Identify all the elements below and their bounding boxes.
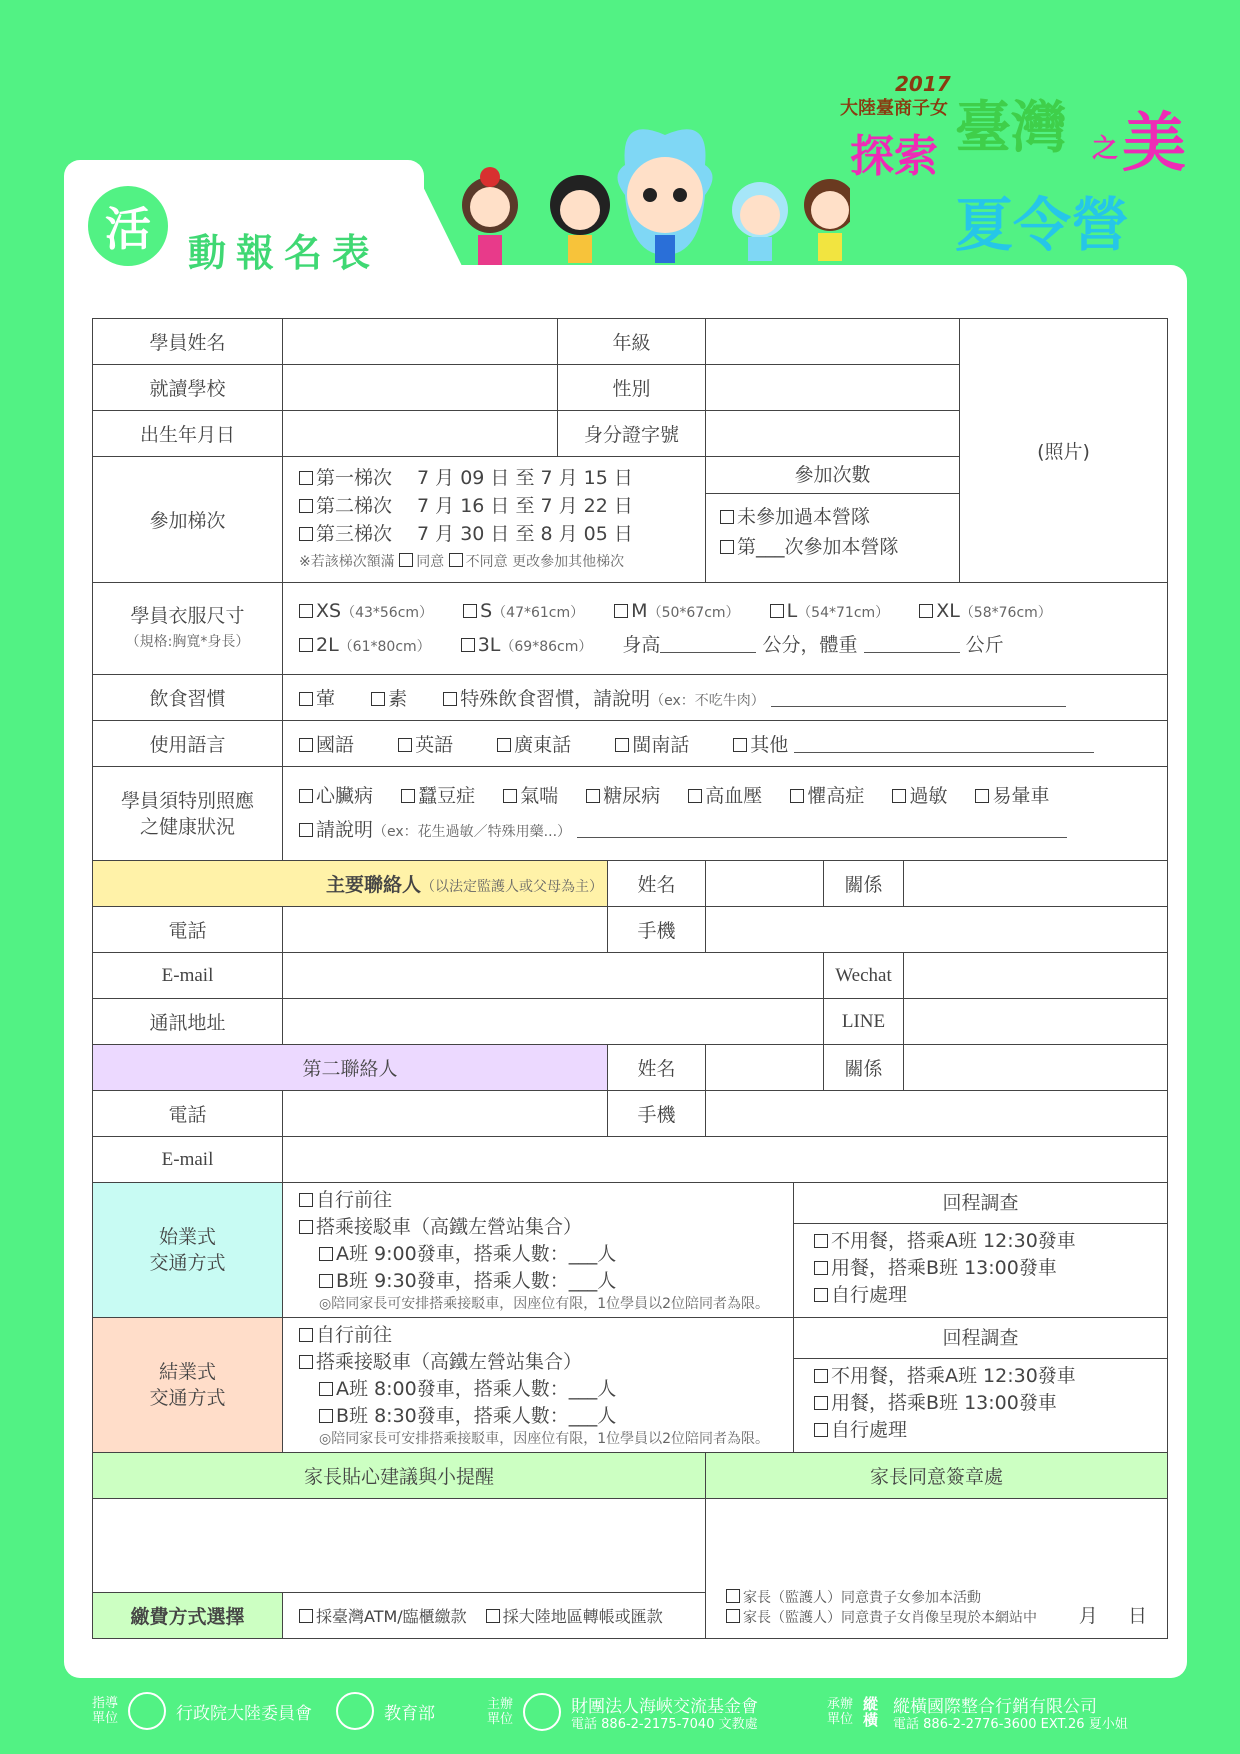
size-xs[interactable]: XS（43*56cm） (299, 600, 433, 622)
health-acrophobia[interactable]: 懼高症 (790, 785, 864, 807)
checkbox-icon[interactable] (814, 1261, 828, 1275)
health-allergy[interactable]: 過敏 (892, 785, 947, 807)
closing-return-opt3[interactable]: 自行處理 (814, 1417, 1147, 1444)
student-name-field[interactable] (283, 319, 558, 365)
checkbox-icon[interactable] (790, 789, 804, 803)
checkbox-icon[interactable] (319, 1409, 333, 1423)
checkbox-icon[interactable] (398, 738, 412, 752)
logo-camp: 夏令營 (955, 191, 1130, 259)
lang-english[interactable]: 英語 (398, 734, 453, 756)
height-field[interactable] (660, 652, 756, 653)
contact2-relation-field[interactable] (904, 1045, 1168, 1091)
address-field[interactable] (283, 999, 824, 1045)
sign-date: 月 日 (1078, 1605, 1148, 1627)
gender-field[interactable] (706, 365, 960, 411)
weight-field[interactable] (864, 652, 960, 653)
logo-beauty: 美 (1122, 107, 1186, 181)
checkbox-icon[interactable] (443, 692, 457, 706)
checkbox-icon[interactable] (299, 1220, 313, 1234)
health-asthma[interactable]: 氣喘 (503, 785, 558, 807)
checkbox-icon[interactable] (299, 1328, 313, 1342)
size-options (283, 583, 1168, 675)
checkbox-icon[interactable] (688, 789, 702, 803)
health-other[interactable]: 請說明 (299, 819, 373, 841)
secondary-contact-header: 第二聯絡人 (93, 1045, 608, 1091)
language-label: 使用語言 (93, 721, 283, 767)
contact1-mobile-field[interactable] (706, 907, 1168, 953)
page-title: 動報名表 (188, 231, 381, 275)
consent-portrait[interactable]: 家長（監護人）同意貴子女肖像呈現於本網站中 (726, 1608, 1037, 1628)
pay-mainland[interactable]: 採大陸地區轉帳或匯款 (486, 1607, 663, 1626)
diet-options: 葷 素 特殊飲食習慣，請說明（ex：不吃牛肉） (283, 675, 1168, 721)
session-note: ※若該梯次額滿 同意 不同意 更改參加其他梯次 (299, 553, 625, 570)
wechat-field[interactable] (904, 953, 1168, 999)
times-cell (706, 457, 960, 583)
org-mac: 行政院大陸委員會 (176, 1703, 313, 1724)
checkbox-icon[interactable] (814, 1396, 828, 1410)
org-moe: 教育部 (384, 1703, 436, 1724)
consent-activity[interactable]: 家長（監護人）同意貴子女參加本活動 (726, 1588, 1037, 1608)
opening-return-opt2[interactable]: 用餐，搭乘B班 13:00發車 (814, 1255, 1147, 1282)
closing-shuttle[interactable]: 搭乘接駁車（高鐵左營站集合） (299, 1349, 777, 1376)
logo-taiwan: 臺灣 (955, 96, 1067, 161)
checkbox-icon[interactable] (299, 499, 313, 513)
school-field[interactable] (283, 365, 558, 411)
size-s[interactable]: S（47*61cm） (463, 600, 584, 622)
closing-transport-label: 結業式 交通方式 (93, 1318, 283, 1453)
contact1-email-label: E-mail (93, 953, 283, 999)
id-number-label: 身分證字號 (558, 411, 706, 457)
language-options (283, 721, 1168, 767)
advice-header: 家長貼心建議與小提醒 (93, 1453, 706, 1499)
times-label: 參加次數 (706, 457, 959, 494)
checkbox-icon[interactable] (299, 1355, 313, 1369)
agree-checkbox[interactable] (399, 553, 413, 567)
closing-self[interactable]: 自行前往 (299, 1322, 777, 1349)
contact2-email-label: E-mail (93, 1137, 283, 1183)
mascot-characters-illustration (450, 95, 850, 270)
birth-field[interactable] (283, 411, 558, 457)
organizer-unit-label: 承辦 單位 (827, 1697, 854, 1727)
checkbox-icon[interactable] (401, 789, 415, 803)
checkbox-icon[interactable] (319, 1247, 333, 1261)
checkbox-icon[interactable] (299, 789, 313, 803)
logo-zhi: 之 (1092, 134, 1119, 164)
opening-shuttle-note: ◎陪同家長可安排搭乘接駁車，因座位有限，1位學員以2位陪同者為限。 (319, 1296, 770, 1312)
checkbox-icon[interactable] (814, 1369, 828, 1383)
closing-return-opt2[interactable]: 用餐，搭乘B班 13:00發車 (814, 1390, 1147, 1417)
opening-shuttle-a[interactable]: A班 9:00發車，搭乘人數：___人 (299, 1241, 777, 1268)
line-label: LINE (824, 999, 904, 1045)
checkbox-icon[interactable] (919, 604, 933, 618)
size-3l[interactable]: 3L（69*86cm） (461, 634, 593, 656)
address-label: 通訊地址 (93, 999, 283, 1045)
checkbox-icon[interactable] (497, 738, 511, 752)
opening-return-opt3[interactable]: 自行處理 (814, 1282, 1147, 1309)
contact2-name-field[interactable] (706, 1045, 824, 1091)
times-option-first[interactable]: 未參加過本營隊 (720, 502, 945, 532)
size-xl[interactable]: XL（58*76cm） (919, 600, 1052, 622)
checkbox-icon[interactable] (299, 823, 313, 837)
checkbox-icon[interactable] (726, 1609, 740, 1623)
opening-return-survey (794, 1183, 1168, 1318)
org-zongheng: 縱橫國際整合行銷有限公司 (893, 1697, 1098, 1717)
opening-shuttle-b[interactable]: B班 9:30發車，搭乘人數：___人 (299, 1268, 777, 1295)
payment-options (283, 1593, 706, 1639)
checkbox-icon[interactable] (975, 789, 989, 803)
camp-logo (830, 70, 1220, 260)
diet-detail-field[interactable] (771, 706, 1066, 707)
grade-label: 年級 (558, 319, 706, 365)
size-l[interactable]: L（54*71cm） (770, 600, 890, 622)
contact1-relation-label: 關係 (824, 861, 904, 907)
contact1-phone-field[interactable] (283, 907, 608, 953)
checkbox-icon[interactable] (814, 1423, 828, 1437)
size-label: 學員衣服尺寸 （規格:胸寬*身長） (93, 583, 283, 675)
diet-special[interactable]: 特殊飲食習慣，請說明 (443, 688, 650, 710)
contact2-phone-label: 電話 (93, 1091, 283, 1137)
session-option-2[interactable]: 第二梯次 7 月 16 日 至 7 月 22 日 (299, 492, 689, 520)
closing-return-survey (794, 1318, 1168, 1453)
guide-unit-label: 指導 單位 (92, 1696, 119, 1726)
diet-meat[interactable]: 葷 (299, 688, 335, 710)
lang-hokkien[interactable]: 閩南話 (615, 734, 689, 756)
checkbox-icon[interactable] (319, 1382, 333, 1396)
contact2-relation-label: 關係 (824, 1045, 904, 1091)
checkbox-icon[interactable] (586, 789, 600, 803)
checkbox-icon[interactable] (299, 738, 313, 752)
logo-sub: 大陸臺商子女 (840, 98, 948, 119)
contact2-name-label: 姓名 (608, 1045, 706, 1091)
checkbox-icon[interactable] (733, 738, 747, 752)
mac-logo-icon (128, 1692, 166, 1730)
session-label: 參加梯次 (93, 457, 283, 583)
contact1-email-field[interactable] (283, 953, 824, 999)
health-heart[interactable]: 心臟病 (299, 785, 373, 807)
health-diabetes[interactable]: 糖尿病 (586, 785, 660, 807)
checkbox-icon[interactable] (615, 738, 629, 752)
checkbox-icon[interactable] (503, 789, 517, 803)
contact1-relation-field[interactable] (904, 861, 1168, 907)
id-number-field[interactable] (706, 411, 960, 457)
org-zongheng-tel: 電話 886-2-2776-3600 EXT.26 夏小姐 (893, 1717, 1128, 1732)
gender-label: 性別 (558, 365, 706, 411)
lang-other-field[interactable] (794, 752, 1094, 753)
contact1-name-label: 姓名 (608, 861, 706, 907)
footer (92, 1692, 1200, 1736)
org-sef: 財團法人海峽交流基金會 (571, 1697, 759, 1717)
checkbox-icon[interactable] (814, 1234, 828, 1248)
opening-transport-label: 始業式 交通方式 (93, 1183, 283, 1318)
advice-field[interactable] (93, 1499, 706, 1593)
lang-mandarin[interactable]: 國語 (299, 734, 354, 756)
size-2l[interactable]: 2L（61*80cm） (299, 634, 431, 656)
photo-area[interactable]: (照片) (960, 319, 1168, 583)
session-option-3[interactable]: 第三梯次 7 月 30 日 至 8 月 05 日 (299, 520, 689, 548)
session-options (283, 457, 706, 583)
wechat-label: Wechat (824, 953, 904, 999)
logo-year: 2017 (895, 72, 951, 96)
host-unit-label: 主辦 單位 (487, 1697, 514, 1727)
sign-area[interactable] (706, 1499, 1168, 1639)
checkbox-icon[interactable] (770, 604, 784, 618)
checkbox-icon[interactable] (614, 604, 628, 618)
primary-contact-header: 主要聯絡人（以法定監護人或父母為主） (93, 861, 608, 907)
checkbox-icon[interactable] (299, 604, 313, 618)
opening-return-opt1[interactable]: 不用餐，搭乘A班 12:30發車 (814, 1228, 1147, 1255)
contact2-mobile-field[interactable] (706, 1091, 1168, 1137)
session-option-1[interactable]: 第一梯次 7 月 09 日 至 7 月 15 日 (299, 464, 689, 492)
payment-label: 繳費方式選擇 (93, 1593, 283, 1639)
height-label: 身高 (622, 633, 661, 656)
closing-shuttle-b[interactable]: B班 8:30發車，搭乘人數：___人 (299, 1403, 777, 1430)
checkbox-icon[interactable] (892, 789, 906, 803)
checkbox-icon[interactable] (486, 1609, 500, 1623)
contact2-mobile-label: 手機 (608, 1091, 706, 1137)
opening-transport-options (283, 1183, 794, 1318)
disagree-checkbox[interactable] (449, 553, 463, 567)
checkbox-icon[interactable] (299, 1193, 313, 1207)
height-unit: 公分，體重 (762, 633, 858, 656)
contact2-phone-field[interactable] (283, 1091, 608, 1137)
opening-self[interactable]: 自行前往 (299, 1187, 777, 1214)
health-options: 心臟病 蠶豆症 氣喘 糖尿病 高血壓 懼高症 過敏 易暈車 請說明（ex：花生過敏／特殊用藥...） (283, 767, 1168, 861)
checkbox-icon[interactable] (726, 1589, 740, 1603)
checkbox-icon[interactable] (461, 638, 475, 652)
closing-return-label: 回程調查 (794, 1318, 1167, 1359)
closing-shuttle-a[interactable]: A班 8:00發車，搭乘人數：___人 (299, 1376, 777, 1403)
registration-form-table (92, 318, 1168, 1639)
moe-logo-icon (336, 1692, 374, 1730)
health-hypertension[interactable]: 高血壓 (688, 785, 762, 807)
birth-label: 出生年月日 (93, 411, 283, 457)
contact1-name-field[interactable] (706, 861, 824, 907)
contact1-phone-label: 電話 (93, 907, 283, 953)
lang-other[interactable]: 其他 (733, 734, 788, 756)
closing-transport-options (283, 1318, 794, 1453)
health-label: 學員須特別照應 之健康狀況 (93, 767, 283, 861)
checkbox-icon[interactable] (814, 1288, 828, 1302)
pay-taiwan[interactable]: 採臺灣ATM/臨櫃繳款 (299, 1607, 467, 1626)
checkbox-icon[interactable] (371, 692, 385, 706)
diet-veg[interactable]: 素 (371, 688, 407, 710)
health-g6pd[interactable]: 蠶豆症 (401, 785, 475, 807)
line-field[interactable] (904, 999, 1168, 1045)
health-detail-field[interactable] (577, 837, 1067, 838)
grade-field[interactable] (706, 319, 960, 365)
checkbox-icon[interactable] (299, 638, 313, 652)
lang-cantonese[interactable]: 廣東話 (497, 734, 571, 756)
sign-header: 家長同意簽章處 (706, 1453, 1168, 1499)
health-motion-sickness[interactable]: 易暈車 (975, 785, 1049, 807)
checkbox-icon[interactable] (299, 527, 313, 541)
size-m[interactable]: M（50*67cm） (614, 600, 739, 622)
checkbox-icon[interactable] (720, 540, 734, 554)
opening-shuttle[interactable]: 搭乘接駁車（高鐵左營站集合） (299, 1214, 777, 1241)
diet-label: 飲食習慣 (93, 675, 283, 721)
zongheng-logo: 縱橫 (863, 1695, 879, 1729)
opening-return-label: 回程調查 (794, 1183, 1167, 1224)
checkbox-icon[interactable] (299, 1609, 313, 1623)
sef-logo-icon (523, 1693, 561, 1731)
school-label: 就讀學校 (93, 365, 283, 411)
contact1-mobile-label: 手機 (608, 907, 706, 953)
closing-return-opt1[interactable]: 不用餐，搭乘A班 12:30發車 (814, 1363, 1147, 1390)
checkbox-icon[interactable] (299, 692, 313, 706)
checkbox-icon[interactable] (463, 604, 477, 618)
student-name-label: 學員姓名 (93, 319, 283, 365)
checkbox-icon[interactable] (720, 510, 734, 524)
org-sef-tel: 電話 886-2-2175-7040 文教處 (571, 1717, 758, 1732)
checkbox-icon[interactable] (319, 1274, 333, 1288)
title-badge: 活 (88, 186, 168, 266)
checkbox-icon[interactable] (299, 471, 313, 485)
closing-shuttle-note: ◎陪同家長可安排搭乘接駁車，因座位有限，1位學員以2位陪同者為限。 (319, 1431, 770, 1447)
logo-explore: 探索 (850, 131, 938, 182)
times-option-nth[interactable]: 第___次參加本營隊 (720, 532, 945, 562)
contact2-email-field[interactable] (283, 1137, 1168, 1183)
weight-unit: 公斤 (965, 633, 1004, 656)
